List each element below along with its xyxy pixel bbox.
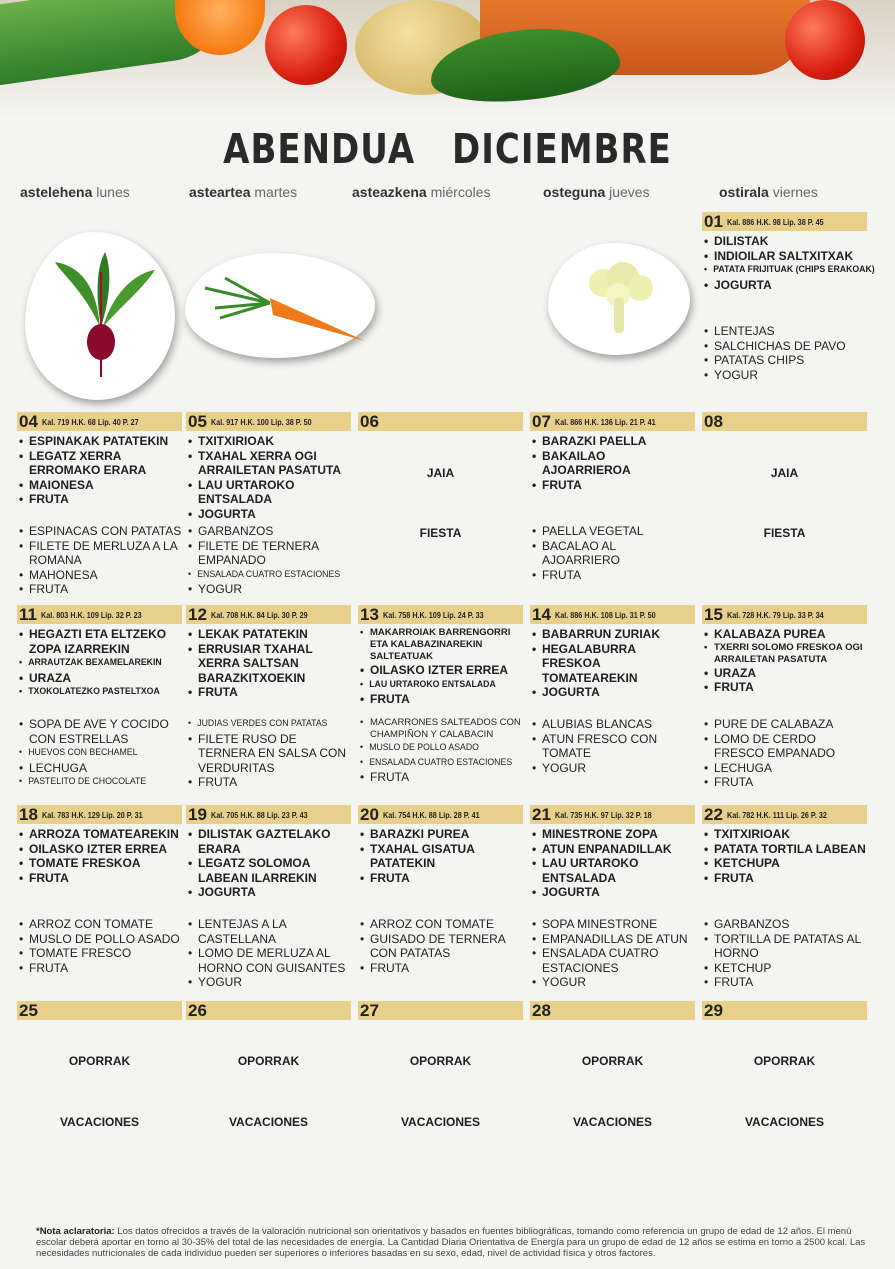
nutrition-info: Kal. 735 H.K. 97 Lip. 32 P. 18	[554, 809, 652, 820]
nutrition-info: Kal. 866 H.K. 136 Lip. 21 P. 41	[554, 416, 656, 427]
nutrition-info: Kal. 782 H.K. 111 Lip. 26 P. 32	[726, 809, 827, 820]
menu-item: • TOMATE FRESCO	[19, 946, 182, 961]
weekday-es: martes	[254, 184, 298, 200]
menu-item: • TORTILLA DE PATATAS AL HORNO	[704, 932, 867, 961]
menu-item: • FRUTA	[188, 685, 351, 700]
menu-item: • ESPINACAS CON PATATAS	[19, 524, 182, 539]
holiday-label-eu: OPORRAK	[237, 1054, 300, 1068]
weekday-es: jueves	[609, 184, 650, 200]
menu-item: • DILISTAK GAZTELAKO ERARA	[188, 827, 351, 856]
menu-basque	[17, 827, 182, 885]
page-title	[0, 126, 895, 174]
menu-item: • FRUTA	[360, 961, 523, 976]
menu-item: • FRUTA	[360, 692, 523, 707]
menu-item: • URAZA	[19, 671, 182, 686]
menu-item: • FRUTA	[704, 975, 867, 990]
beetroot-plate-image	[25, 232, 175, 400]
day-cell-14	[530, 605, 695, 775]
menu-item: • BARAZKI PUREA	[360, 827, 523, 842]
day-number: 27	[360, 1001, 379, 1020]
menu-item: • FRUTA	[360, 871, 523, 886]
menu-item: • BACALAO AL AJOARRIERO	[532, 539, 695, 568]
day-header	[702, 805, 867, 824]
menu-item: • YOGUR	[532, 761, 695, 776]
menu-basque	[186, 627, 351, 700]
day-cell-06	[358, 412, 523, 540]
menu-item: • FRUTA	[19, 961, 182, 976]
weekday-eu: ostirala	[719, 184, 769, 200]
menu-item: • JOGURTA	[532, 885, 695, 900]
day-number: 14	[532, 605, 551, 624]
cauliflower-plate-image	[548, 243, 690, 355]
day-number: 29	[704, 1001, 723, 1020]
menu-item: • LEGATZ SOLOMOA LABEAN ILARREKIN	[188, 856, 351, 885]
menu-item: • FRUTA	[360, 770, 523, 785]
menu-item: • EMPANADILLAS DE ATUN	[532, 932, 695, 947]
day-header	[702, 605, 867, 624]
menu-item: • PATATA FRIJITUAK (CHIPS ERAKOAK)	[704, 263, 854, 278]
day-header	[530, 1001, 695, 1020]
day-number: 26	[188, 1001, 207, 1020]
menu-basque	[17, 434, 182, 507]
holiday-label-eu: OPORRAK	[581, 1054, 644, 1068]
carrot-icon	[185, 253, 375, 358]
nutrition-info: Kal. 708 H.K. 84 Lip. 30 P. 29	[210, 609, 308, 620]
weekday-thursday	[543, 184, 650, 200]
menu-item: • TXOKOLATEZKO PASTELTXOA	[19, 685, 169, 700]
weekday-monday	[20, 184, 130, 200]
menu-item: • TXITXIRIOAK	[704, 827, 867, 842]
menu-basque	[358, 627, 523, 707]
menu-item: • JOGURTA	[188, 507, 351, 522]
holiday-label-es: VACACIONES	[572, 1115, 653, 1129]
holiday-label-eu: OPORRAK	[68, 1054, 131, 1068]
menu-item: • MAHONESA	[19, 568, 182, 583]
menu-spanish	[702, 324, 867, 382]
menu-item: • TOMATE FRESKOA	[19, 856, 182, 871]
day-number: 22	[704, 805, 723, 824]
menu-item: • INDIOILAR SALTXITXAK	[704, 249, 867, 264]
day-cell-27	[358, 1001, 523, 1129]
menu-basque	[358, 827, 523, 885]
day-header	[358, 412, 523, 431]
day-header	[702, 212, 867, 231]
menu-item: • LEKAK PATATEKIN	[188, 627, 351, 642]
menu-item: • LOMO DE MERLUZA AL HORNO CON GUISANTES	[188, 946, 351, 975]
holiday-label-eu: JAIA	[426, 466, 455, 480]
menu-item: • ARROZ CON TOMATE	[360, 917, 523, 932]
menu-spanish	[186, 524, 351, 597]
menu-item: • ERRUSIAR TXAHAL XERRA SALTSAN BARAZKITXOEKIN	[188, 642, 351, 686]
day-cell-04	[17, 412, 182, 596]
nutrition-info: Kal. 917 H.K. 100 Lip. 38 P. 50	[210, 416, 312, 427]
menu-spanish	[530, 524, 695, 582]
day-number: 28	[532, 1001, 551, 1020]
menu-item: • ESPINAKAK PATATEKIN	[19, 434, 182, 449]
weekday-wednesday	[352, 184, 491, 200]
nutrition-info: Kal. 758 H.K. 109 Lip. 24 P. 33	[382, 609, 484, 620]
day-number: 20	[360, 805, 379, 824]
weekday-friday	[719, 184, 818, 200]
menu-item: • TXITXIRIOAK	[188, 434, 351, 449]
menu-basque	[530, 434, 695, 492]
menu-item: • SOPA DE AVE Y COCIDO CON ESTRELLAS	[19, 717, 182, 746]
menu-item: • LEGATZ XERRA ERROMAKO ERARA	[19, 449, 182, 478]
menu-item: • LENTEJAS A LA CASTELLANA	[188, 917, 351, 946]
cauliflower-icon	[548, 243, 690, 355]
menu-item: • BARAZKI PAELLA	[532, 434, 695, 449]
carrot-plate-image	[185, 253, 375, 358]
menu-basque	[186, 434, 351, 521]
day-cell-07	[530, 412, 695, 582]
day-cell-18	[17, 805, 182, 975]
menu-item: • ENSALADA CUATRO ESTACIONES	[188, 568, 338, 583]
menu-basque	[186, 827, 351, 900]
menu-item: • ARROZ CON TOMATE	[19, 917, 182, 932]
menu-item: • MUSLO DE POLLO ASADO	[360, 741, 510, 756]
menu-item: • KALABAZA PUREA	[704, 627, 867, 642]
menu-spanish	[358, 917, 523, 975]
menu-spanish	[186, 917, 351, 990]
weekday-es: viernes	[772, 184, 818, 200]
day-header	[358, 805, 523, 824]
menu-spanish	[702, 717, 867, 790]
nutrition-info: Kal. 728 H.K. 79 Lip. 33 P. 34	[726, 609, 824, 620]
menu-item: • YOGUR	[532, 975, 695, 990]
nutrition-info: Kal. 705 H.K. 88 Lip. 23 P. 43	[210, 809, 308, 820]
day-header	[186, 805, 351, 824]
menu-item: • LECHUGA	[19, 761, 182, 776]
day-cell-11	[17, 605, 182, 787]
menu-item: • LAU URTAROKO ENTSALADA	[360, 678, 510, 693]
footnote-label: *Nota aclaratoria:	[36, 1226, 115, 1237]
menu-item: • PASTELITO DE CHOCOLATE	[19, 775, 169, 790]
menu-basque	[702, 234, 875, 292]
weekday-eu: asteazkena	[352, 184, 427, 200]
menu-item: • FRUTA	[704, 871, 867, 886]
day-header	[530, 805, 695, 824]
menu-item: • GUISADO DE TERNERA CON PATATAS	[360, 932, 523, 961]
day-header	[17, 1001, 182, 1020]
menu-spanish	[17, 717, 182, 790]
menu-item: • KETCHUP	[704, 961, 867, 976]
nutrition-info: Kal. 886 H.K. 98 Lip. 38 P. 45	[726, 216, 824, 227]
menu-spanish	[702, 917, 867, 990]
holiday-label-es: VACACIONES	[744, 1115, 825, 1129]
day-number: 08	[704, 412, 723, 431]
day-cell-13	[358, 605, 523, 784]
menu-basque	[17, 627, 182, 700]
menu-item: • KETCHUPA	[704, 856, 867, 871]
holiday-label-es: VACACIONES	[59, 1115, 140, 1129]
menu-item: • SOPA MINESTRONE	[532, 917, 695, 932]
menu-item: • LECHUGA	[704, 761, 867, 776]
day-number: 01	[704, 212, 723, 231]
day-header	[186, 412, 351, 431]
day-header	[186, 1001, 351, 1020]
weekday-es: lunes	[96, 184, 130, 200]
menu-item: • URAZA	[704, 666, 867, 681]
day-header	[358, 605, 523, 624]
menu-item: • MAIONESA	[19, 478, 182, 493]
menu-basque	[530, 827, 695, 900]
day-cell-22	[702, 805, 867, 989]
menu-item: • MUSLO DE POLLO ASADO	[19, 932, 182, 947]
day-header	[702, 412, 867, 431]
tomato-image	[265, 5, 347, 85]
menu-item: • TXAHAL GISATUA PATATEKIN	[360, 842, 523, 871]
menu-item: • YOGUR	[704, 368, 867, 383]
day-number: 07	[532, 412, 551, 431]
menu-item: • LAU URTAROKO ENTSALADA	[188, 478, 351, 507]
menu-basque	[702, 827, 867, 885]
menu-item: • MACARRONES SALTEADOS CON CHAMPIÑON Y CALABACIN	[360, 717, 523, 741]
day-number: 18	[19, 805, 38, 824]
day-number: 19	[188, 805, 207, 824]
day-header	[186, 605, 351, 624]
day-cell-01	[702, 212, 875, 382]
menu-item: • PATATA TORTILA LABEAN	[704, 842, 867, 857]
weekday-eu: asteartea	[189, 184, 251, 200]
day-header	[530, 605, 695, 624]
menu-item: • TXAHAL XERRA OGI ARRAILETAN PASATUTA	[188, 449, 351, 478]
menu-item: • OILASKO IZTER ERREA	[360, 663, 523, 678]
nutrition-info: Kal. 754 H.K. 88 Lip. 28 P. 41	[382, 809, 480, 820]
day-cell-26	[186, 1001, 351, 1129]
weekday-tuesday	[189, 184, 297, 200]
menu-item: • FRUTA	[19, 871, 182, 886]
day-cell-28	[530, 1001, 695, 1129]
day-number: 12	[188, 605, 207, 624]
nutrition-info: Kal. 719 H.K. 68 Lip. 40 P. 27	[41, 416, 139, 427]
menu-basque	[702, 627, 867, 695]
menu-item: • ENSALADA CUATRO ESTACIONES	[532, 946, 695, 975]
menu-item: • HUEVOS CON BECHAMEL	[19, 746, 169, 761]
menu-item: • FILETE DE MERLUZA A LA ROMANA	[19, 539, 182, 568]
menu-item: • SALCHICHAS DE PAVO	[704, 339, 867, 354]
menu-item: • PURE DE CALABAZA	[704, 717, 867, 732]
menu-item: • ARROZA TOMATEAREKIN	[19, 827, 182, 842]
holiday-label-es: FIESTA	[419, 526, 462, 540]
menu-item: • PAELLA VEGETAL	[532, 524, 695, 539]
menu-item: • LAU URTAROKO ENTSALADA	[532, 856, 695, 885]
menu-item: • LOMO DE CERDO FRESCO EMPANADO	[704, 732, 867, 761]
menu-item: • FRUTA	[19, 492, 182, 507]
day-header	[530, 412, 695, 431]
day-number: 04	[19, 412, 38, 431]
nutrition-info: Kal. 783 H.K. 129 Lip. 20 P. 31	[41, 809, 143, 820]
menu-item: • FRUTA	[704, 680, 867, 695]
menu-item: • ALUBIAS BLANCAS	[532, 717, 695, 732]
weekday-header	[0, 184, 895, 204]
menu-item: • FRUTA	[532, 568, 695, 583]
menu-item: • OILASKO IZTER ERREA	[19, 842, 182, 857]
menu-item: • JOGURTA	[188, 885, 351, 900]
menu-item: • FRUTA	[19, 582, 182, 597]
menu-item: • MAKARROIAK BARRENGORRI ETA KALABAZINAREKIN SALTEATUAK	[360, 627, 523, 663]
beetroot-icon	[25, 232, 175, 400]
menu-spanish	[530, 917, 695, 990]
day-number: 06	[360, 412, 379, 431]
holiday-label-eu: OPORRAK	[753, 1054, 816, 1068]
nutrition-info: Kal. 803 H.K. 109 Lip. 32 P. 23	[40, 609, 142, 620]
nutrition-info: Kal. 886 H.K. 108 Lip. 31 P. 50	[554, 609, 656, 620]
day-cell-19	[186, 805, 351, 989]
menu-item: • ATUN ENPANADILLAK	[532, 842, 695, 857]
day-number: 13	[360, 605, 379, 624]
day-header	[17, 605, 182, 624]
menu-item: • DILISTAK	[704, 234, 867, 249]
title-spanish: DICIEMBRE	[452, 126, 672, 174]
holiday-label-es: VACACIONES	[228, 1115, 309, 1129]
day-cell-08	[702, 412, 867, 540]
menu-item: • HEGALABURRA FRESKOA TOMATEAREKIN	[532, 642, 695, 686]
holiday-label-es: VACACIONES	[400, 1115, 481, 1129]
menu-item: • PATATAS CHIPS	[704, 353, 867, 368]
menu-item: • ENSALADA CUATRO ESTACIONES	[360, 756, 510, 771]
menu-item: • FRUTA	[188, 775, 351, 790]
menu-item: • BABARRUN ZURIAK	[532, 627, 695, 642]
menu-item: • JOGURTA	[532, 685, 695, 700]
day-number: 15	[704, 605, 723, 624]
day-number: 05	[188, 412, 207, 431]
menu-item: • FRUTA	[704, 775, 867, 790]
day-number: 25	[19, 1001, 38, 1020]
day-header	[17, 805, 182, 824]
day-cell-25	[17, 1001, 182, 1129]
menu-item: • JOGURTA	[704, 278, 867, 293]
menu-spanish	[530, 717, 695, 775]
weekday-eu: astelehena	[20, 184, 93, 200]
menu-item: • TXERRI SOLOMO FRESKOA OGI ARRAILETAN PASATUTA	[704, 642, 867, 666]
day-cell-15	[702, 605, 867, 789]
menu-item: • YOGUR	[188, 582, 351, 597]
menu-basque	[530, 627, 695, 700]
day-header	[702, 1001, 867, 1020]
holiday-label-eu: OPORRAK	[409, 1054, 472, 1068]
footnote	[36, 1226, 866, 1259]
day-cell-12	[186, 605, 351, 789]
menu-spanish	[358, 717, 523, 785]
menu-item: • LENTEJAS	[704, 324, 867, 339]
vegetable-banner	[0, 0, 895, 120]
day-number: 11	[19, 605, 37, 624]
menu-spanish	[186, 717, 351, 790]
menu-item: • ARRAUTZAK BEXAMELAREKIN	[19, 656, 169, 671]
menu-item: • HEGAZTI ETA ELTZEKO ZOPA IZARREKIN	[19, 627, 182, 656]
holiday-label-es: FIESTA	[763, 526, 806, 540]
weekday-es: miércoles	[430, 184, 491, 200]
menu-item: • GARBANZOS	[704, 917, 867, 932]
holiday-label-eu: JAIA	[770, 466, 799, 480]
menu-spanish	[17, 917, 182, 975]
menu-item: • FILETE RUSO DE TERNERA EN SALSA CON VERDURITAS	[188, 732, 351, 776]
menu-item: • JUDIAS VERDES CON PATATAS	[188, 717, 338, 732]
title-basque: ABENDUA	[223, 126, 416, 174]
menu-item: • MINESTRONE ZOPA	[532, 827, 695, 842]
day-cell-21	[530, 805, 695, 989]
menu-spanish	[17, 524, 182, 597]
day-number: 21	[532, 805, 551, 824]
day-cell-05	[186, 412, 351, 596]
menu-item: • GARBANZOS	[188, 524, 351, 539]
tomato-image	[785, 0, 865, 80]
day-header	[17, 412, 182, 431]
weekday-eu: osteguna	[543, 184, 606, 200]
day-cell-20	[358, 805, 523, 975]
day-cell-29	[702, 1001, 867, 1129]
menu-item: • FRUTA	[532, 478, 695, 493]
menu-item: • BAKAILAO AJOARRIEROA	[532, 449, 695, 478]
menu-item: • FILETE DE TERNERA EMPANADO	[188, 539, 351, 568]
menu-item: • YOGUR	[188, 975, 351, 990]
day-header	[358, 1001, 523, 1020]
footnote-text: Los datos ofrecidos a través de la valoración nutricional son orientativos y basados en fuentes bibliográficas, tomando como referencia un grupo de edad de 12 años. El menú escolar deberá aportar en torno al 30-35% del total de las necesidades de energía. La Cantidad Diaria Orientativa de Energía para un grupo de edad de 12 años se estima en torno a 2500 kcal. Las necesidades nutricionales de cada individuo pueden ser superiores o inferiores basadas en su sexo, edad, nivel de actividad física y otros factores.	[36, 1226, 866, 1259]
menu-item: • ATUN FRESCO CON TOMATE	[532, 732, 695, 761]
